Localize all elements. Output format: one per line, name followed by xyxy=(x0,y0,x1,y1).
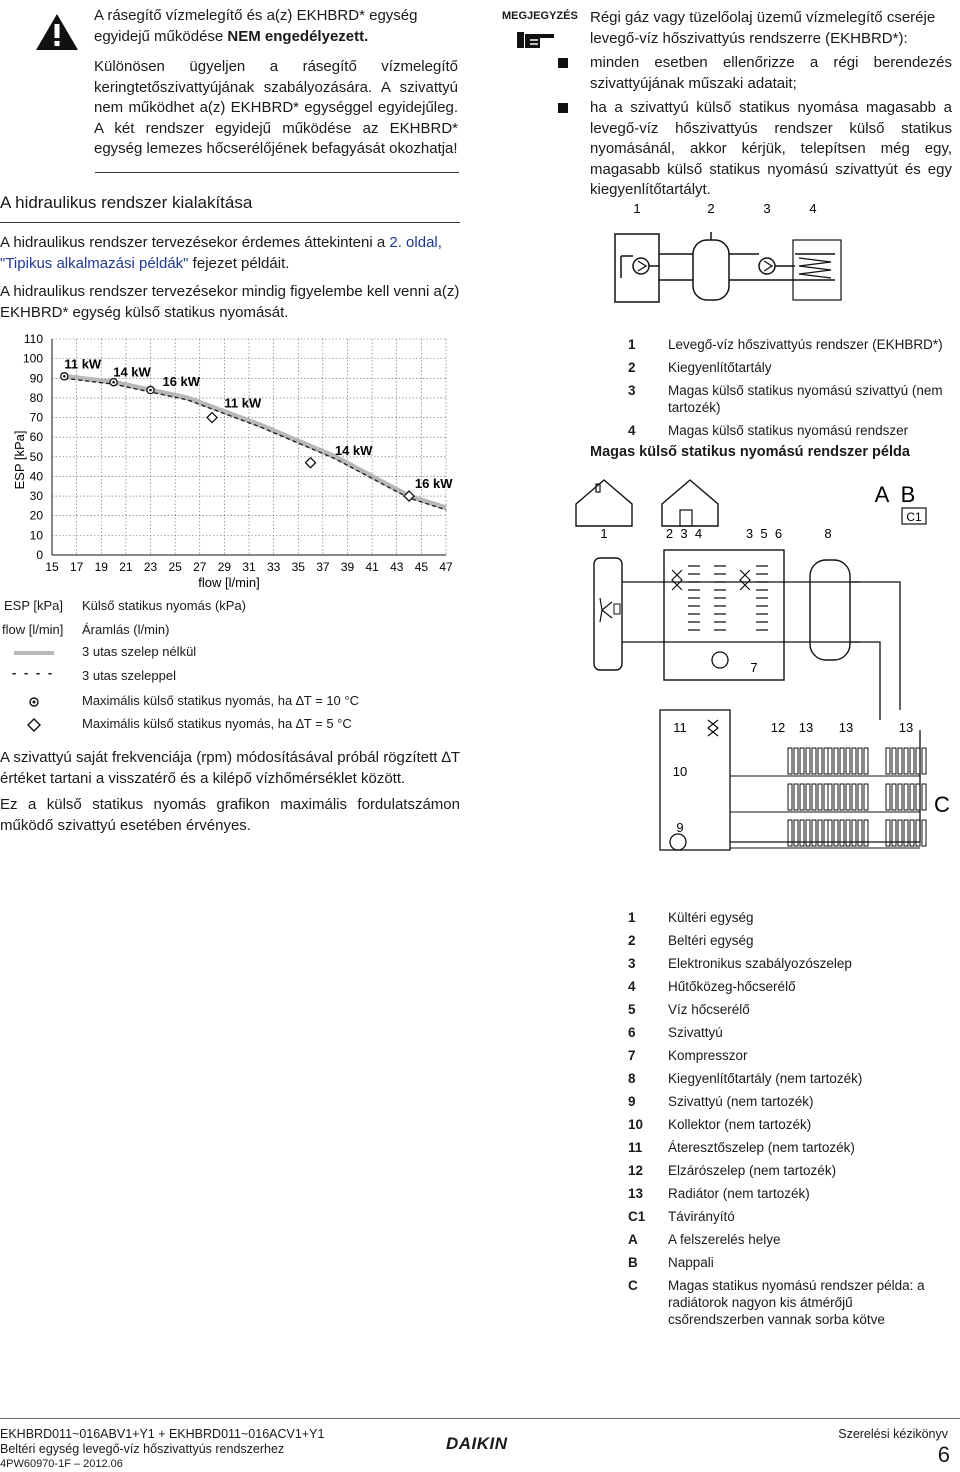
radiator-fin xyxy=(806,784,810,810)
legend-text-flow: Áramlás (l/min) xyxy=(82,622,170,637)
diagram2-label-8: 8 xyxy=(824,526,832,541)
legend2-text: A felszerelés helye xyxy=(668,1232,781,1247)
legend2-number: 12 xyxy=(628,1163,644,1178)
radiator-fin xyxy=(922,748,926,774)
radiator-fin xyxy=(818,784,822,810)
intro-paragraph-1: A hidraulikus rendszer tervezésekor érdemes áttekinteni a 2. oldal, "Tipikus alkalmazási példák" fejezet példáit. xyxy=(0,234,442,272)
radiator-fin xyxy=(892,784,896,810)
y-tick-label: 90 xyxy=(29,371,43,386)
footer-divider xyxy=(0,1418,960,1419)
radiator-fin xyxy=(812,784,816,810)
bottom-paragraph-1: A szivattyú saját frekvenciája (rpm) módosításával próbál rögzített ∆T értéket tartani a visszatérő és a kilépő vízhőmérséklet között. xyxy=(0,749,460,787)
radiator-fin xyxy=(828,784,832,810)
radiator-fin xyxy=(788,748,792,774)
legend1-number: 3 xyxy=(628,383,636,398)
footer-product: Beltéri egység levegő-víz hőszivattyús rendszerhez xyxy=(0,1442,285,1456)
legend1-row xyxy=(628,419,948,442)
legend2-text: Beltéri egység xyxy=(668,933,754,948)
y-tick-label: 20 xyxy=(29,508,43,523)
warning-divider xyxy=(95,172,459,173)
radiator-fin xyxy=(794,784,798,810)
radiator-fin xyxy=(852,748,856,774)
footer-manual: Szerelési kézikönyv xyxy=(838,1427,948,1441)
legend-dashed-line: - - - - xyxy=(12,665,55,680)
note-lead: Régi gáz vagy tüzelőolaj üzemű vízmelegítő cseréje levegő-víz hőszivattyús rendszerre (EKHBRD*): xyxy=(590,9,936,47)
bullet-icon xyxy=(558,103,568,113)
diagram2-label-13a: 13 xyxy=(798,720,814,735)
radiator-fin xyxy=(828,748,832,774)
diagram1-label-3: 3 xyxy=(763,201,771,216)
legend2-row xyxy=(628,1274,948,1331)
legend2-number: 5 xyxy=(628,1002,636,1017)
bottom-paragraph-2: Ez a külső statikus nyomás grafikon maximális fordulatszámon működő szivattyú esetében érvényes. xyxy=(0,796,460,834)
x-tick-label: 33 xyxy=(266,560,281,574)
legend-text-dt5: Maximális külső statikus nyomás, ha ∆T = 5 °C xyxy=(82,716,352,731)
marker-dt10-dot xyxy=(149,389,152,392)
radiator-fin xyxy=(788,784,792,810)
legend2-text: Kültéri egység xyxy=(668,910,754,925)
legend2-number: 2 xyxy=(628,933,636,948)
page-link[interactable]: 2. oldal, "Tipikus alkalmazási példák" xyxy=(0,234,442,272)
diagram1-label-4: 4 xyxy=(809,201,817,216)
marker-dt10-dot xyxy=(63,375,66,378)
power-annotation: 16 kW xyxy=(414,476,453,492)
legend2-text: Nappali xyxy=(668,1255,714,1270)
legend2-row xyxy=(628,1228,948,1251)
legend1-number: 4 xyxy=(628,423,636,438)
power-annotation: 16 kW xyxy=(162,374,201,390)
radiator-fin xyxy=(794,748,798,774)
legend-key-flow: flow [l/min] xyxy=(2,622,64,637)
power-annotation: 14 kW xyxy=(334,442,373,458)
legend2-number: 1 xyxy=(628,910,636,925)
bullet-icon xyxy=(558,58,568,68)
legend2-row xyxy=(628,1113,948,1136)
radiator-fin xyxy=(824,784,828,810)
x-tick-label: 43 xyxy=(390,560,404,574)
radiator-fin xyxy=(910,784,914,810)
legend2-text: Szivattyú (nem tartozék) xyxy=(668,1094,814,1109)
legend1-row xyxy=(628,379,948,419)
warning-box xyxy=(30,6,460,176)
radiator-fin xyxy=(864,784,868,810)
diagram1-label-2: 2 xyxy=(707,201,715,216)
legend2-number: 4 xyxy=(628,979,636,994)
radiator-fin xyxy=(800,748,804,774)
radiator-fin xyxy=(834,784,838,810)
legend2-row xyxy=(628,952,948,975)
legend2-text: Magas statikus nyomású rendszer példa: a radiátorok nagyon kis átmérőjű csőrendszerben vannak sorba kötve xyxy=(668,1278,925,1327)
legend2-number: 3 xyxy=(628,956,636,971)
diagram2-label-13b: 13 xyxy=(838,720,854,735)
radiator-fin xyxy=(910,748,914,774)
x-tick-label: 17 xyxy=(69,560,84,574)
legend2-row xyxy=(628,1136,948,1159)
x-tick-label: 29 xyxy=(217,560,232,574)
radiator-fin xyxy=(864,748,868,774)
legend2-text: Hűtőközeg-hőcserélő xyxy=(668,979,796,994)
radiator-fin xyxy=(898,784,902,810)
x-tick-label: 37 xyxy=(316,560,330,574)
power-annotation: 11 kW xyxy=(64,356,102,372)
footer-docnum: 4PW60970-1F – 2012.06 xyxy=(0,1458,123,1470)
legend1-number: 2 xyxy=(628,360,636,375)
x-tick-label: 23 xyxy=(143,560,158,574)
diagram2-label-9: 9 xyxy=(676,820,684,835)
radiator-fin xyxy=(840,784,844,810)
legend2-text: Radiátor (nem tartozék) xyxy=(668,1186,810,1201)
y-axis-label: ESP [kPa] xyxy=(12,430,27,490)
radiator-fin xyxy=(922,820,926,846)
legend2-text: Elektronikus szabályozószelep xyxy=(668,956,852,971)
power-annotation: 14 kW xyxy=(113,364,151,380)
radiator-fin xyxy=(904,784,908,810)
example-title: Magas külső statikus nyomású rendszer példa xyxy=(590,444,910,460)
legend1-row xyxy=(628,356,948,379)
y-tick-label: 100 xyxy=(22,351,43,366)
legend2-row xyxy=(628,1159,948,1182)
note-bullet-2: ha a szivattyú külső statikus nyomása magasabb a levegő-víz hőszivattyús rendszer külső statikus nyomásánál, akkor kérjük, telepítsen még egy, magasabb külső statikus nyomású szivattyút és egy kiegyenlítőtartályt. xyxy=(590,99,952,198)
power-annotation: 11 kW xyxy=(224,395,262,411)
radiator-fin xyxy=(886,748,890,774)
legend2-text: Kompresszor xyxy=(668,1048,748,1063)
legend1-text: Kiegyenlítőtartály xyxy=(668,360,772,375)
warning-paragraph: Különösen ügyeljen a rásegítő vízmelegítő keringtetőszivattyújának szabályozására. A szivattyú nem működhet a(z) EKHBRD* egységgel egyidejűleg. A két rendszer egyidejű működése az EKHBRD* egység lemezes hőcserélőjének befagyását okozhatja! xyxy=(94,58,458,157)
radiator-fin xyxy=(852,784,856,810)
legend-solid-line xyxy=(14,651,54,655)
marker-dt5 xyxy=(306,458,316,468)
legend2-row xyxy=(628,1090,948,1113)
x-tick-label: 39 xyxy=(340,560,355,574)
legend2-number: 7 xyxy=(628,1048,636,1063)
legend-text-dashed: 3 utas szeleppel xyxy=(82,668,176,683)
legend2-text: Szivattyú xyxy=(668,1025,723,1040)
radiator-fin xyxy=(812,748,816,774)
legend2-row xyxy=(628,906,948,929)
legend2-row xyxy=(628,1044,948,1067)
legend1-text: Levegő-víz hőszivattyús rendszer (EKHBRD*) xyxy=(668,337,943,352)
diagram2-label-234: 2 3 4 xyxy=(665,526,703,541)
radiator-fin xyxy=(846,748,850,774)
radiator-fin xyxy=(922,784,926,810)
legend2-number: 13 xyxy=(628,1186,644,1201)
radiator-fin xyxy=(824,748,828,774)
legend2-text: Elzárószelep (nem tartozék) xyxy=(668,1163,837,1178)
legend2-text: Távirányító xyxy=(668,1209,735,1224)
y-tick-label: 0 xyxy=(36,548,43,562)
x-tick-label: 31 xyxy=(242,560,256,574)
page-number: 6 xyxy=(937,1442,950,1467)
legend2-row xyxy=(628,1182,948,1205)
legend1-row xyxy=(628,333,948,356)
legend2-row xyxy=(628,1067,948,1090)
x-tick-label: 27 xyxy=(193,560,207,574)
note-bullet-1: minden esetben ellenőrizze a régi berendezés szivattyújának műszaki adatait; xyxy=(590,54,952,92)
diagram2-label-C1: C1 xyxy=(906,510,922,524)
y-tick-label: 70 xyxy=(29,410,43,425)
footer-model: EKHBRD011~016ABV1+Y1 + EKHBRD011~016ACV1+Y1 xyxy=(0,1427,325,1441)
esp-chart xyxy=(0,325,462,595)
legend2-row xyxy=(628,1205,948,1228)
legend-text-esp: Külső statikus nyomás (kPa) xyxy=(82,598,247,613)
x-axis-label: flow [l/min] xyxy=(198,575,260,590)
intro-paragraph-2: A hidraulikus rendszer tervezésekor mindig figyelembe kell venni a(z) EKHBRD* egység külső statikus nyomását. xyxy=(0,283,460,321)
diagram2-label-1: 1 xyxy=(600,526,608,541)
x-tick-label: 21 xyxy=(119,560,133,574)
footer-left xyxy=(0,1427,324,1472)
marker-dt10-dot xyxy=(112,381,115,384)
warning-line2: egyidejű működése xyxy=(94,27,228,45)
diagram1-label-1: 1 xyxy=(633,201,641,216)
y-tick-label: 80 xyxy=(29,390,43,405)
diagram2-label-11: 11 xyxy=(673,720,687,735)
circle-marker-icon xyxy=(28,696,40,708)
legend2-text: Kiegyenlítőtartály (nem tartozék) xyxy=(668,1071,863,1086)
legend2-number: 9 xyxy=(628,1094,636,1109)
radiator-fin xyxy=(818,748,822,774)
legend2-row xyxy=(628,929,948,952)
section-divider xyxy=(0,222,460,223)
high-esp-system-diagram xyxy=(560,470,960,870)
radiator-fin xyxy=(898,748,902,774)
chart-grid xyxy=(52,339,446,555)
diagram2-label-7: 7 xyxy=(750,660,758,675)
warning-bold: NEM engedélyezett. xyxy=(227,27,369,45)
legend2-number: 10 xyxy=(628,1117,644,1132)
section-title: A hidraulikus rendszer kialakítása xyxy=(0,193,253,212)
radiator-fin xyxy=(858,784,862,810)
legend2-number: 8 xyxy=(628,1071,636,1086)
radiator-fin xyxy=(846,784,850,810)
legend1-text: Magas külső statikus nyomású rendszer xyxy=(668,423,909,438)
legend2-row xyxy=(628,1251,948,1274)
note-label: MEGJEGYZÉS xyxy=(502,10,578,22)
legend2-number: A xyxy=(628,1232,638,1247)
warning-line1: A rásegítő vízmelegítő és a(z) EKHBRD* egység xyxy=(94,7,418,24)
x-tick-label: 45 xyxy=(414,560,429,574)
y-tick-label: 40 xyxy=(29,469,43,484)
x-tick-label: 15 xyxy=(45,560,59,574)
x-tick-label: 41 xyxy=(365,560,379,574)
y-tick-label: 30 xyxy=(29,489,43,504)
legend2-number: 6 xyxy=(628,1025,636,1040)
diagram2-label-356: 3 5 6 xyxy=(745,526,783,541)
legend-text-solid: 3 utas szelep nélkül xyxy=(82,644,197,659)
legend2-number: C xyxy=(628,1278,638,1293)
x-tick-label: 25 xyxy=(168,560,182,574)
diagram2-label-10: 10 xyxy=(672,764,688,779)
legend-key-esp: ESP [kPa] xyxy=(4,598,64,613)
y-tick-label: 10 xyxy=(29,528,43,543)
legend1-text: Magas külső statikus nyomású szivattyú (nem tartozék) xyxy=(668,383,943,415)
legend-table-1 xyxy=(628,333,948,442)
diamond-marker-icon xyxy=(27,718,41,732)
legend2-number: 11 xyxy=(628,1140,643,1155)
legend1-number: 1 xyxy=(628,337,636,352)
radiator-fin xyxy=(904,748,908,774)
diagram2-label-B: B xyxy=(900,482,916,507)
simple-system-diagram xyxy=(595,196,860,306)
legend2-row xyxy=(628,998,948,1021)
legend2-number: B xyxy=(628,1255,638,1270)
legend-text-dt10: Maximális külső statikus nyomás, ha ∆T = 10 °C xyxy=(82,693,359,708)
radiator-fin xyxy=(800,784,804,810)
diagram2-label-A: A xyxy=(874,482,890,507)
radiator-fin xyxy=(834,748,838,774)
legend2-row xyxy=(628,1021,948,1044)
x-tick-label: 19 xyxy=(94,560,108,574)
legend-table-2 xyxy=(628,906,948,1331)
radiator-fin xyxy=(892,748,896,774)
daikin-logo: DAIKIN xyxy=(446,1434,508,1453)
y-tick-label: 60 xyxy=(29,430,43,445)
y-tick-label: 110 xyxy=(23,332,43,346)
legend2-row xyxy=(628,975,948,998)
radiator-fin xyxy=(886,784,890,810)
note-block xyxy=(590,8,952,201)
marker-dt5 xyxy=(207,413,217,423)
radiator-fin xyxy=(806,748,810,774)
diagram2-label-13c: 13 xyxy=(898,720,914,735)
diagram2-label-12: 12 xyxy=(770,720,786,735)
legend2-text: Víz hőcserélő xyxy=(668,1002,750,1017)
y-tick-label: 50 xyxy=(29,449,43,464)
legend2-text: Kollektor (nem tartozék) xyxy=(668,1117,812,1132)
legend2-text: Áteresztőszelep (nem tartozék) xyxy=(668,1140,855,1155)
radiator-fin xyxy=(858,748,862,774)
x-tick-label: 35 xyxy=(291,560,305,574)
pointing-hand-icon xyxy=(516,28,556,52)
warning-icon xyxy=(34,12,80,52)
diagram2-label-C: C xyxy=(934,792,950,817)
legend2-number: C1 xyxy=(628,1209,646,1224)
x-tick-label: 47 xyxy=(439,560,453,574)
radiator-fin xyxy=(840,748,844,774)
